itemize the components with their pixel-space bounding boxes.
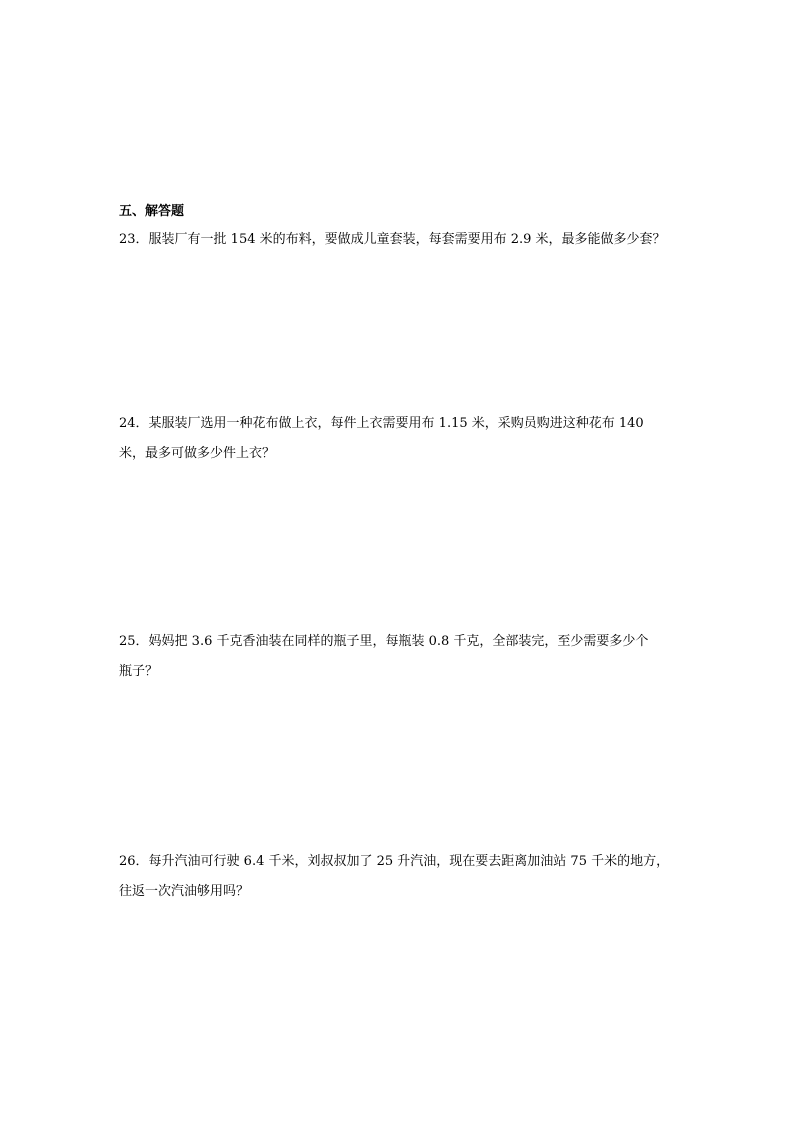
question-26 (119, 847, 679, 907)
section-heading: 五、解答题 (119, 204, 185, 219)
question-24-line-2: 米，最多可做多少件上衣？ (119, 446, 276, 461)
question-25-line-1: 25．妈妈把 3.6 千克香油装在同样的瓶子里，每瓶装 0.8 千克，全部装完，至少需要多少个 (119, 634, 649, 649)
question-23-line-1: 23．服装厂有一批 154 米的布料，要做成儿童套装，每套需要用布 2.9 米，最多能做多少套？ (119, 232, 666, 247)
question-23 (119, 225, 679, 255)
question-26-line-2: 往返一次汽油够用吗？ (119, 884, 250, 899)
question-26-line-1: 26．每升汽油可行驶 6.4 千米，刘叔叔加了 25 升汽油，现在要去距离加油站 75 千米的地方， (119, 854, 670, 869)
question-24 (119, 409, 679, 469)
question-24-line-1: 24．某服装厂选用一种花布做上衣，每件上衣需要用布 1.15 米，采购员购进这种花布 140 (119, 416, 644, 431)
question-25-line-2: 瓶子？ (119, 664, 159, 679)
question-25 (119, 627, 679, 687)
